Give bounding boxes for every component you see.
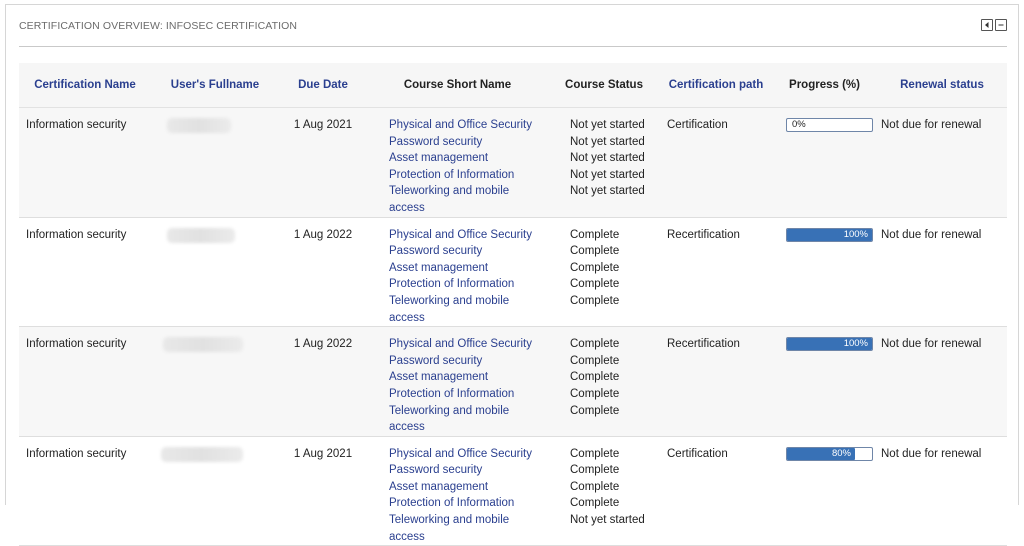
redacted-name <box>167 118 231 133</box>
cell-certification-path: Recertification <box>660 217 772 327</box>
certification-table <box>19 63 1007 546</box>
cell-due-date: 1 Aug 2022 <box>279 327 367 437</box>
cell-user-fullname <box>151 327 279 437</box>
course-status: Complete <box>570 497 620 510</box>
cell-course-status <box>548 108 660 218</box>
course-status: Not yet started <box>570 119 645 131</box>
cell-certification-name: Information security <box>19 327 151 437</box>
redacted-name <box>167 228 235 243</box>
table-row <box>19 217 1007 327</box>
course-link[interactable]: Teleworking and mobile access <box>389 294 510 324</box>
cell-certification-name: Information security <box>19 436 151 546</box>
course-status: Complete <box>570 278 620 291</box>
course-status: Complete <box>570 354 620 367</box>
cell-progress <box>772 327 877 437</box>
table-row <box>19 327 1007 437</box>
course-link[interactable]: Physical and Office Security <box>389 447 532 460</box>
course-link[interactable]: Physical and Office Security <box>389 228 532 241</box>
course-status: Not yet started <box>570 514 645 527</box>
progress-bar <box>786 118 873 132</box>
cell-progress <box>772 108 877 218</box>
header-user-fullname[interactable]: User's Fullname <box>151 63 279 108</box>
progress-bar <box>786 337 873 351</box>
header-certification-path[interactable]: Certification path <box>660 63 772 108</box>
header-renewal-status[interactable]: Renewal status <box>877 63 1007 108</box>
course-status: Complete <box>570 371 620 384</box>
table-row <box>19 108 1007 218</box>
cell-courses <box>367 436 548 546</box>
course-link[interactable]: Teleworking and mobile access <box>389 404 510 434</box>
course-status: Complete <box>570 338 620 351</box>
cell-renewal-status: Not due for renewal <box>877 327 1007 437</box>
progress-bar <box>786 447 873 461</box>
course-link[interactable]: Teleworking and mobile access <box>389 514 510 543</box>
cell-renewal-status: Not due for renewal <box>877 217 1007 327</box>
course-status: Complete <box>570 447 620 460</box>
redacted-name <box>163 337 243 352</box>
cell-progress <box>772 217 877 327</box>
course-status: Complete <box>570 387 620 400</box>
cell-user-fullname <box>151 217 279 327</box>
cell-certification-path: Certification <box>660 436 772 546</box>
cell-due-date: 1 Aug 2021 <box>279 108 367 218</box>
cell-courses <box>367 327 548 437</box>
cell-renewal-status: Not due for renewal <box>877 436 1007 546</box>
course-link[interactable]: Protection of Information <box>389 497 515 510</box>
course-status: Not yet started <box>570 152 645 165</box>
course-status: Complete <box>570 404 620 417</box>
progress-bar <box>786 228 873 242</box>
cell-course-status <box>548 217 660 327</box>
panel-controls <box>981 19 1007 31</box>
course-link[interactable]: Password security <box>389 135 483 148</box>
header-progress: Progress (%) <box>772 63 877 108</box>
table-row <box>19 436 1007 546</box>
course-status: Complete <box>570 261 620 274</box>
course-link[interactable]: Password security <box>389 464 483 477</box>
cell-courses <box>367 108 548 218</box>
header-due-date[interactable]: Due Date <box>279 63 367 108</box>
course-status: Complete <box>570 464 620 477</box>
cell-user-fullname <box>151 436 279 546</box>
cell-due-date: 1 Aug 2021 <box>279 436 367 546</box>
cell-renewal-status: Not due for renewal <box>877 108 1007 218</box>
cell-certification-name: Information security <box>19 217 151 327</box>
collapse-left-icon[interactable] <box>981 19 993 31</box>
course-status: Not yet started <box>570 135 645 148</box>
progress-label: 80% <box>831 447 851 459</box>
title-divider <box>19 46 1007 47</box>
table-header-row <box>19 63 1007 108</box>
cell-course-status <box>548 436 660 546</box>
progress-label: 0% <box>792 119 806 130</box>
progress-label: 100% <box>843 228 868 240</box>
cell-user-fullname <box>151 108 279 218</box>
redacted-name <box>161 447 243 462</box>
cell-certification-path: Certification <box>660 108 772 218</box>
course-status: Complete <box>570 245 620 258</box>
course-status: Complete <box>570 294 620 307</box>
course-link[interactable]: Physical and Office Security <box>389 338 532 351</box>
course-link[interactable]: Protection of Information <box>389 387 515 400</box>
cell-course-status <box>548 327 660 437</box>
certification-overview-panel <box>5 4 1019 543</box>
course-link[interactable]: Teleworking and mobile access <box>389 185 510 214</box>
course-link[interactable]: Physical and Office Security <box>389 119 532 131</box>
cell-due-date: 1 Aug 2022 <box>279 217 367 327</box>
cell-progress <box>772 436 877 546</box>
course-link[interactable]: Asset management <box>389 371 489 384</box>
header-certification-name[interactable]: Certification Name <box>19 63 151 108</box>
header-course-short-name: Course Short Name <box>367 63 548 108</box>
course-status: Not yet started <box>570 168 645 181</box>
panel-title: CERTIFICATION OVERVIEW: INFOSEC CERTIFICATION <box>19 20 298 32</box>
cell-certification-name: Information security <box>19 108 151 218</box>
course-status: Not yet started <box>570 185 645 198</box>
header-course-status: Course Status <box>548 63 660 108</box>
progress-label: 100% <box>843 338 868 350</box>
course-link[interactable]: Protection of Information <box>389 278 515 291</box>
course-status: Complete <box>570 480 620 493</box>
course-link[interactable]: Asset management <box>389 480 489 493</box>
course-link[interactable]: Password security <box>389 354 483 367</box>
minimize-icon[interactable] <box>995 19 1007 31</box>
cell-certification-path: Recertification <box>660 327 772 437</box>
course-link[interactable]: Asset management <box>389 152 489 165</box>
course-status: Complete <box>570 228 620 241</box>
course-link[interactable]: Protection of Information <box>389 168 515 181</box>
cell-courses <box>367 217 548 327</box>
course-link[interactable]: Password security <box>389 245 483 258</box>
course-link[interactable]: Asset management <box>389 261 489 274</box>
